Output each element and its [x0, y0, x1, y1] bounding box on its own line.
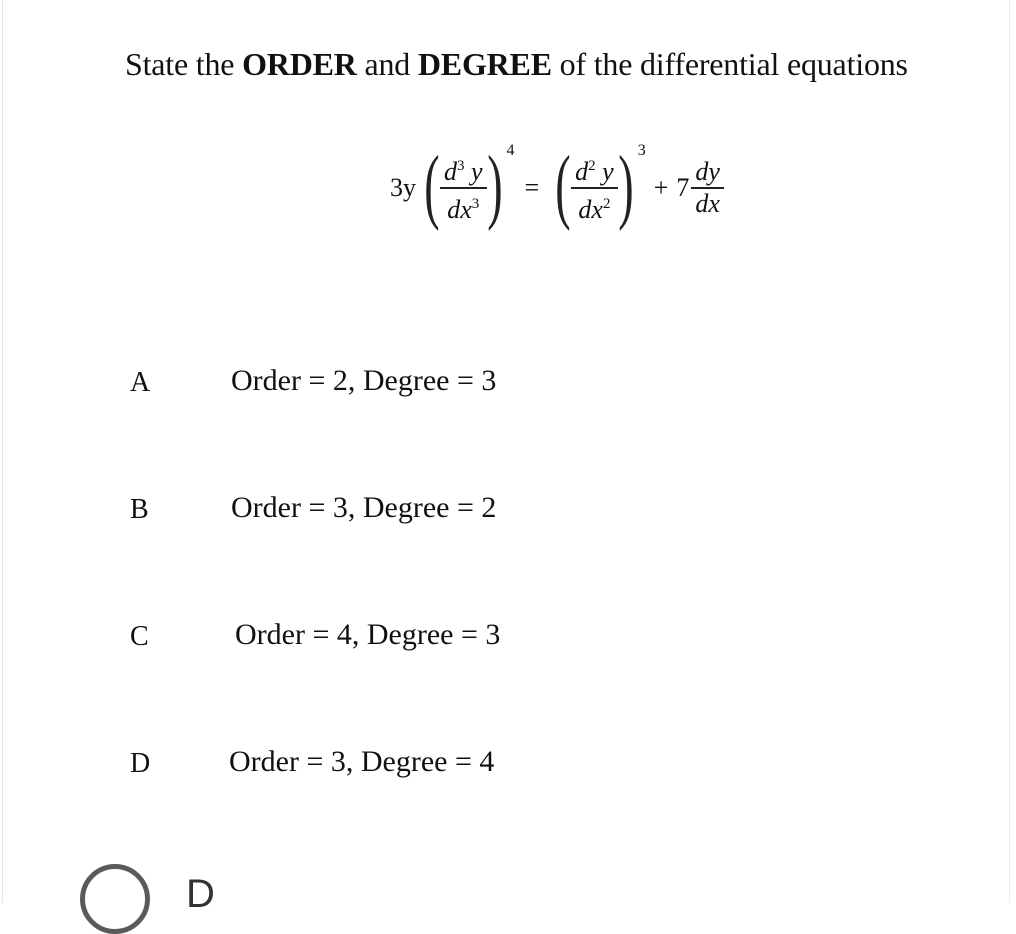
frac2-num-d: d — [575, 157, 589, 187]
first-derivative-fraction — [691, 157, 724, 219]
question-bold-degree: DEGREE — [417, 46, 552, 82]
option-d-text[interactable]: Order = 3, Degree = 4 — [229, 745, 495, 778]
answer-radio-button[interactable] — [80, 864, 150, 934]
answer-letter: D — [186, 872, 215, 916]
page-right-border — [1009, 0, 1010, 903]
frac1-den-dx: dx — [447, 194, 472, 224]
option-d-letter: D — [130, 748, 151, 779]
frac2-num-exp: 2 — [588, 158, 596, 175]
coefficient-7: 7 — [676, 173, 690, 202]
equation-coefficient: 3y — [390, 173, 416, 202]
page-left-border — [2, 0, 3, 903]
frac1-num-var: y — [464, 157, 483, 187]
question-text — [125, 44, 908, 84]
question-middle: and — [356, 46, 418, 82]
frac1-num-exp: 3 — [456, 158, 465, 175]
question-bold-order: ORDER — [242, 46, 357, 82]
frac3-denominator: dx — [695, 188, 720, 218]
frac1-den-exp: 3 — [471, 195, 480, 212]
question-prefix: State the — [125, 46, 243, 82]
frac2-den-exp: 2 — [602, 195, 611, 212]
plus-sign: + — [653, 173, 669, 202]
left-paren-2: ( — [555, 139, 571, 232]
option-b-text[interactable]: Order = 3, Degree = 2 — [231, 491, 497, 524]
frac1-numerator — [440, 151, 487, 187]
right-paren-1: ) — [486, 139, 503, 232]
frac1-denominator — [443, 189, 483, 225]
frac2-denominator — [574, 189, 614, 225]
power-2: 3 — [637, 142, 646, 159]
frac3-numerator: dy — [695, 157, 720, 187]
left-paren-1: ( — [424, 139, 440, 232]
second-derivative-fraction — [571, 151, 618, 225]
option-a-letter: A — [130, 367, 151, 398]
power-1: 4 — [506, 142, 515, 159]
differential-equation — [390, 138, 718, 238]
frac2-den-dx: dx — [578, 194, 603, 224]
option-c-text[interactable]: Order = 4, Degree = 3 — [235, 618, 501, 651]
frac2-numerator — [571, 151, 618, 187]
option-a-text[interactable]: Order = 2, Degree = 3 — [231, 364, 497, 397]
third-derivative-fraction — [440, 151, 487, 225]
equals-sign: = — [524, 173, 540, 202]
frac2-num-var: y — [595, 157, 614, 187]
frac1-num-d: d — [443, 157, 457, 187]
right-paren-2: ) — [618, 139, 634, 232]
option-c-letter: C — [130, 621, 149, 652]
option-b-letter: B — [130, 494, 149, 525]
question-suffix: of the differential equations — [551, 46, 908, 82]
